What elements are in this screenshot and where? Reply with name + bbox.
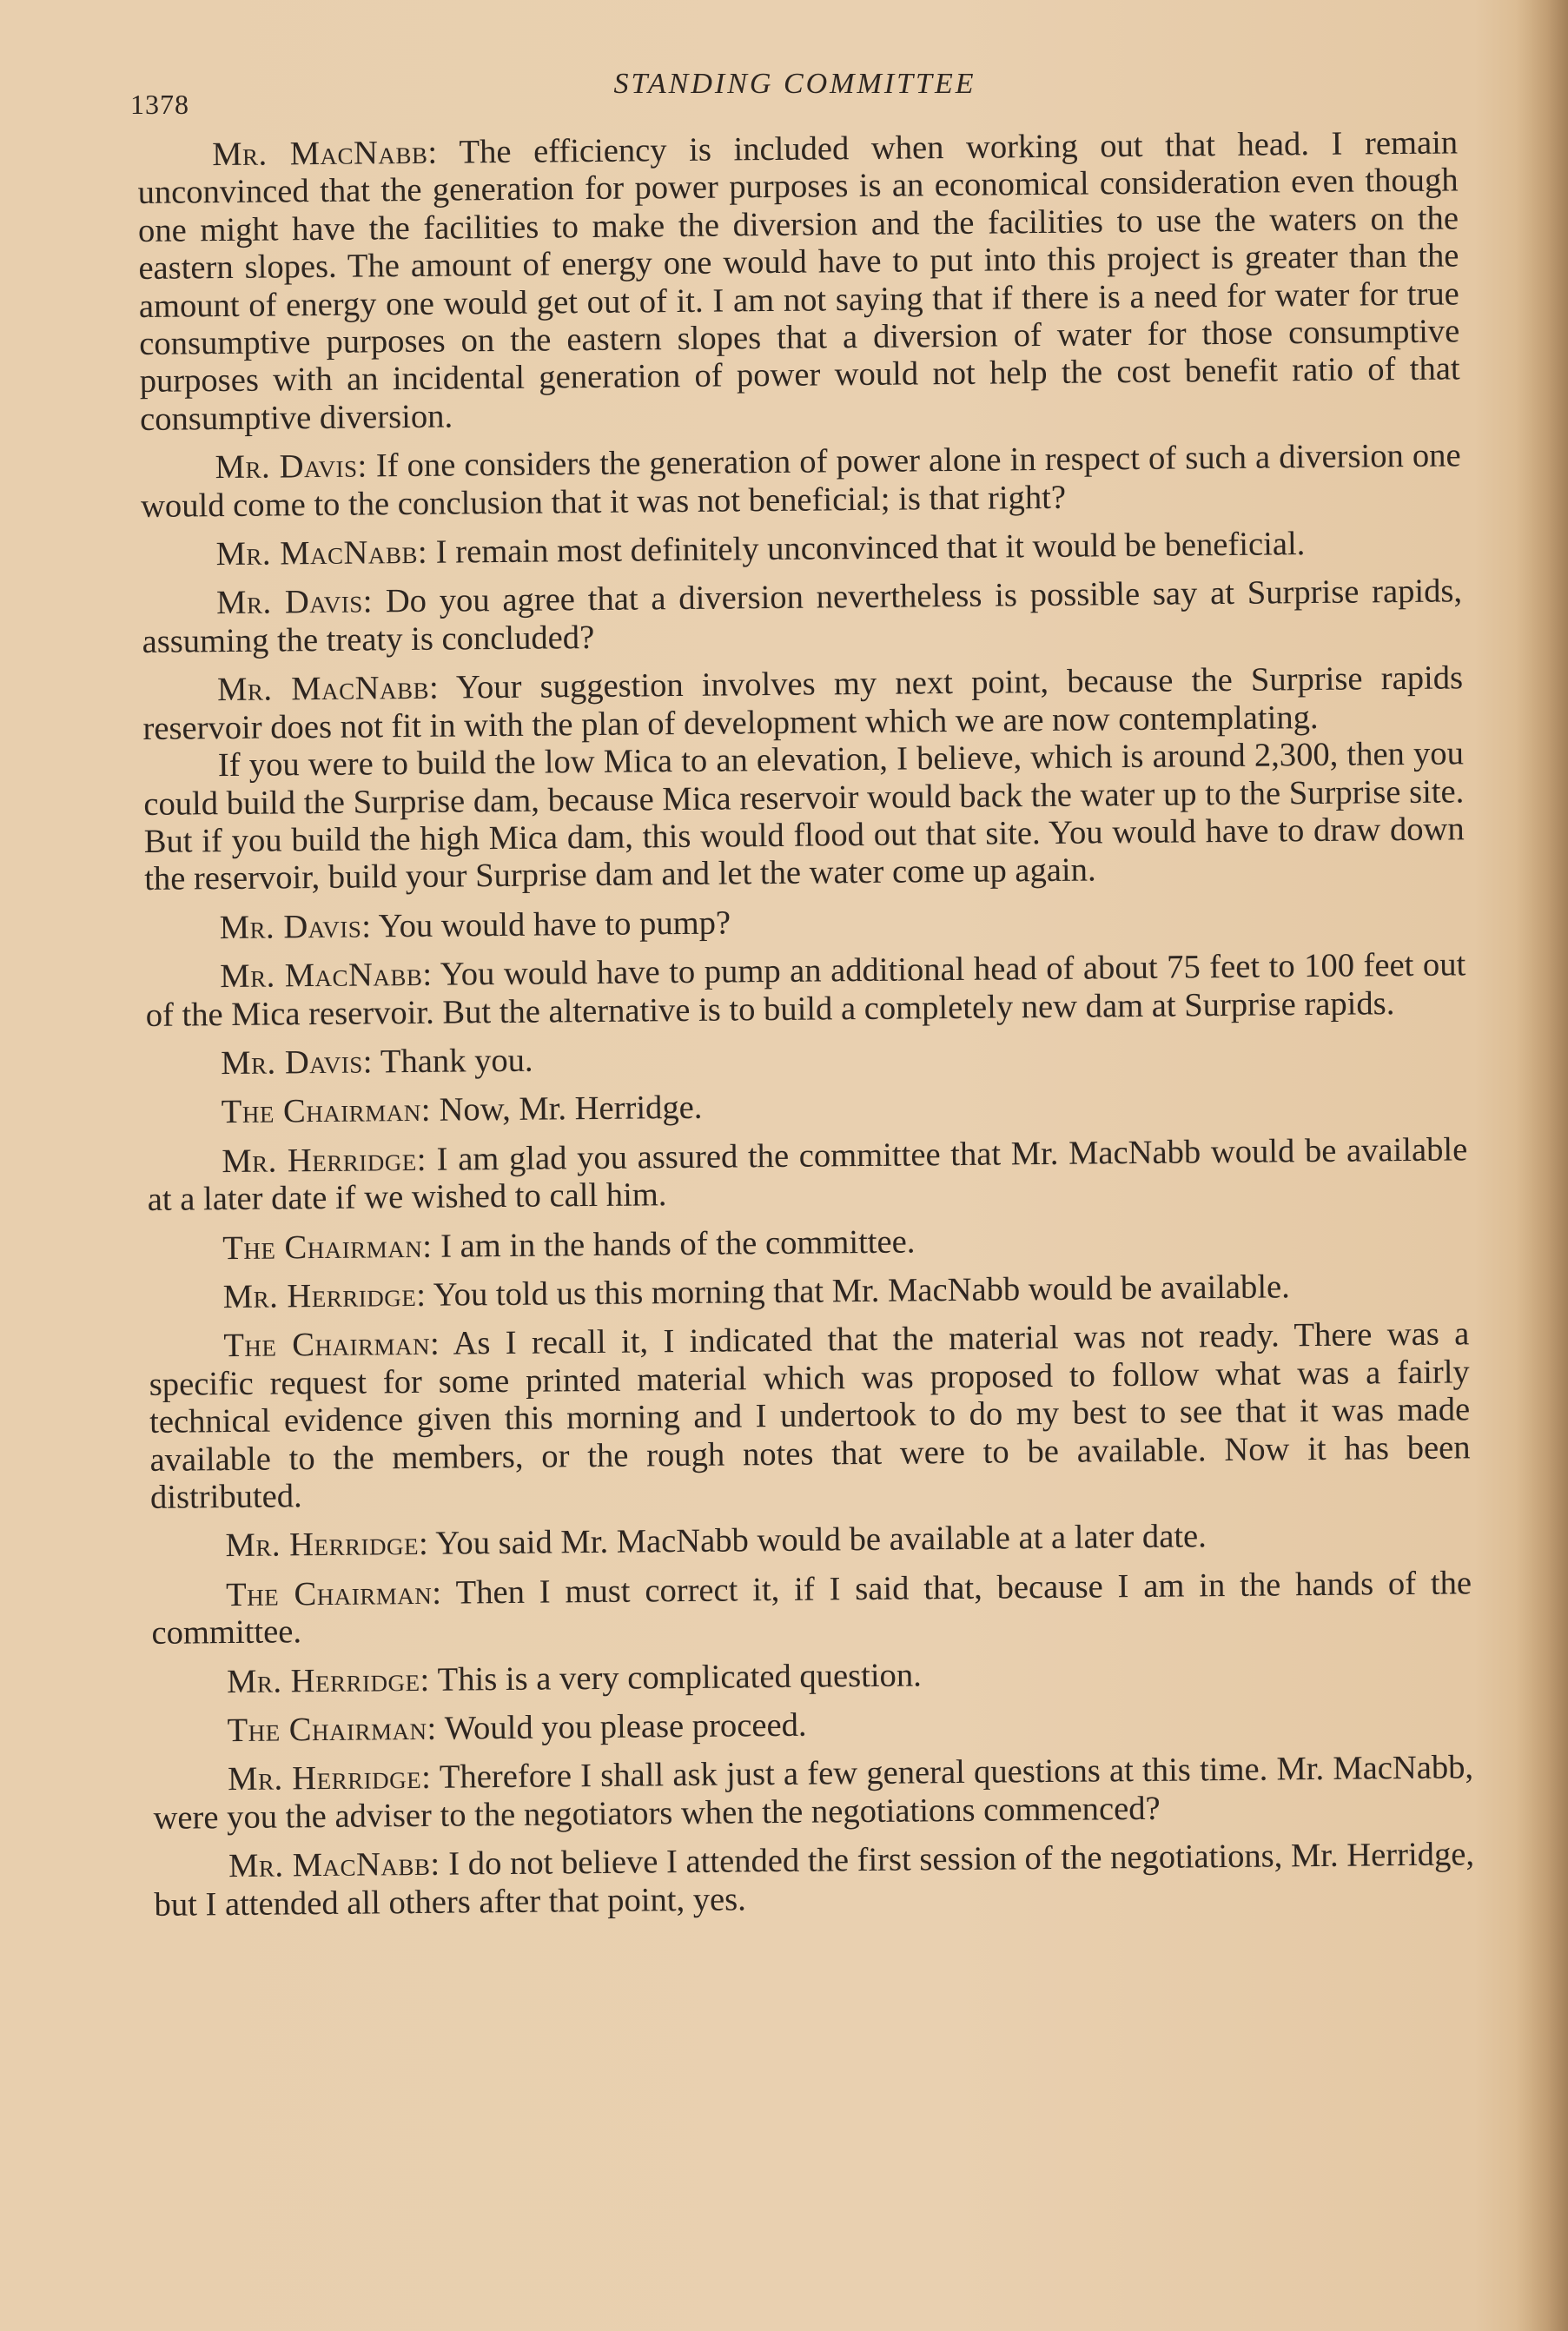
paragraph-text: You said Mr. MacNabb would be available at a later date. (435, 1518, 1207, 1563)
paragraph-text: You told us this morning that Mr. MacNabb would be available. (433, 1268, 1291, 1314)
speaker-name: Mr. Davis: (215, 447, 367, 487)
speaker-name: The Chairman: (221, 1092, 432, 1131)
speaker-name: Mr. Davis: (221, 1043, 374, 1083)
paragraph (151, 1565, 1472, 1652)
speaker-name: Mr. Davis: (219, 908, 372, 946)
paragraph-text: As I recall it, I indicated that the material was not ready. There was a specific request for some printed material which was proposed to follow what was a fairly technical evidence given this morning and I undertook to do my best to see that it was made available to the members, or the rough notes that were to be available. Now it has been distributed. (149, 1315, 1471, 1516)
page-number: 1378 (130, 89, 189, 120)
speaker-name: Mr. Davis: (215, 583, 374, 622)
paragraph (143, 735, 1465, 898)
paragraph-text: Then I must correct it, if I said that, because I am in the hands of the committee. (151, 1565, 1472, 1652)
paragraph (153, 1750, 1474, 1838)
paragraph-text: Thank you. (380, 1042, 533, 1081)
paragraph-text: Would you please proceed. (444, 1706, 807, 1747)
paragraph (141, 524, 1461, 574)
paragraph (149, 1267, 1469, 1317)
speaker-name: The Chairman: (223, 1326, 440, 1365)
speaker-name: Mr. Herridge: (225, 1526, 429, 1565)
speaker-name: The Chairman: (225, 1574, 442, 1613)
paragraph (149, 1316, 1471, 1518)
paragraph-text: You would have to pump? (378, 904, 731, 945)
speaker-name: Mr. MacNabb: (216, 669, 440, 709)
paragraph (152, 1652, 1472, 1702)
transcript-body (137, 124, 1475, 1936)
paragraph-text: Therefore I shall ask just a few general questions at this time. Mr. MacNabb, were you the adviser to the negotiators when the negotiations commenced? (153, 1749, 1474, 1837)
paragraph-text: If you were to build the low Mica to an elevation, I believe, which is around 2,300, then you could build the Surprise dam, because Mica reservoir would back the water up to the Surprise site. But if you build the high Mica dam, this would flood out that site. You would have to draw down the reservoir, build your Surprise dam and let the water come up again. (143, 735, 1465, 898)
paragraph (145, 946, 1466, 1034)
page-edge-shadow (1516, 0, 1568, 2331)
paragraph-text: If one considers the generation of power alone in respect of such a diversion one would come to the conclusion that it was not beneficial; is that right? (140, 437, 1461, 525)
speaker-name: Mr. MacNabb: (215, 533, 428, 573)
paragraph (147, 1131, 1468, 1219)
running-head: STANDING COMMITTEE (613, 68, 976, 100)
speaker-name: Mr. MacNabb: (220, 956, 433, 996)
paragraph-text: Do you agree that a diversion nevertheless is possible say at Surprise rapids, assuming the treaty is concluded? (142, 573, 1463, 660)
speaker-name: The Chairman: (227, 1710, 437, 1750)
paragraph-text: I am in the hands of the committee. (440, 1223, 916, 1265)
paragraph (152, 1700, 1472, 1751)
speaker-name: Mr. Herridge: (222, 1141, 427, 1180)
paragraph-text: Your suggestion involves my next point, because the Surprise rapids reservoir does not fit in with the plan of development which we are now contemplating. (142, 659, 1464, 747)
paragraph-text: I do not believe I attended the first session of the negotiations, Mr. Herridge, but I attended all others after that point, yes. (154, 1836, 1475, 1924)
paragraph-text: The efficiency is included when working out that head. I remain unconvinced that the generation for power purposes is an economical consideration even though one might have the facilities to make the diversion and the facilities to use the waters on the eastern slopes. The amount of energy one would have to put into this project is greater than the amount of energy one would get out of it. I am not saying that if there is a need for water for true consumptive purposes on the eastern slopes that a diversion of water for those consumptive purposes with an incidental generation of power would not help the cost benefit ratio of that consumptive diversion. (137, 124, 1460, 438)
paragraph-text: This is a very complicated question. (437, 1657, 922, 1699)
speaker-name: The Chairman: (222, 1228, 433, 1267)
speaker-name: Mr. Herridge: (227, 1759, 432, 1798)
paragraph (146, 1033, 1466, 1083)
paragraph (145, 897, 1465, 948)
page-header (130, 68, 1459, 120)
paragraph (147, 1083, 1467, 1133)
paragraph (142, 660, 1464, 748)
paragraph (150, 1516, 1471, 1566)
paragraph (142, 573, 1463, 661)
speaker-name: Mr. MacNabb: (228, 1845, 440, 1885)
paragraph (140, 438, 1461, 526)
paragraph (154, 1837, 1475, 1924)
speaker-name: Mr. MacNabb: (211, 134, 438, 174)
speaker-name: Mr. Herridge: (222, 1276, 427, 1316)
paragraph (137, 124, 1460, 439)
paragraph-text: I am glad you assured the committee that Mr. MacNabb would be available at a later date if we wished to call him. (147, 1131, 1468, 1219)
paragraph-text: I remain most definitely unconvinced that it would be beneficial. (435, 526, 1306, 571)
speaker-name: Mr. Herridge: (226, 1661, 430, 1700)
paragraph-text: Now, Mr. Herridge. (439, 1089, 703, 1129)
paragraph (148, 1218, 1468, 1268)
paragraph-text: You would have to pump an additional head of about 75 feet to 100 feet out of the Mica reservoir. But the alternative is to build a completely new dam at Surprise rapids. (145, 946, 1466, 1034)
